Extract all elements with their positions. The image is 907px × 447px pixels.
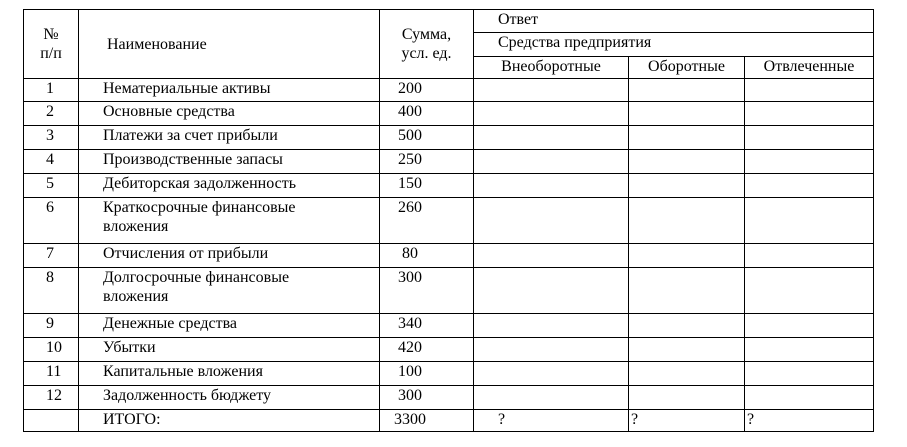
- row-number: 8: [24, 268, 79, 314]
- row-sum: 100: [380, 362, 474, 386]
- header-col-diverted: Отвлеченные: [745, 57, 874, 79]
- row-diverted-cell: [745, 314, 874, 338]
- header-name: Наименование: [79, 10, 380, 79]
- row-number: 9: [24, 314, 79, 338]
- row-current-cell: [629, 314, 745, 338]
- table-row: [24, 102, 874, 126]
- row-sum: 80: [380, 244, 474, 268]
- row-non-current-cell: [474, 338, 629, 362]
- row-current-cell: [629, 386, 745, 410]
- header-answer: Ответ: [474, 10, 874, 33]
- row-name: Дебиторская задолженность: [79, 174, 380, 198]
- row-diverted-cell: [745, 386, 874, 410]
- row-non-current-cell: [474, 314, 629, 338]
- total-sum: 3300: [380, 410, 474, 432]
- row-diverted-cell: [745, 244, 874, 268]
- row-current-cell: [629, 126, 745, 150]
- header-assets: Средства предприятия: [474, 33, 874, 57]
- total-number-cell: [24, 410, 79, 432]
- row-diverted-cell: [745, 174, 874, 198]
- table-row: [24, 244, 874, 268]
- table-row: [24, 268, 874, 314]
- row-sum: 260: [380, 198, 474, 244]
- row-current-cell: [629, 198, 745, 244]
- header-col-current: Оборотные: [629, 57, 745, 79]
- table-row: [24, 338, 874, 362]
- row-sum: 300: [380, 268, 474, 314]
- row-name: Денежные средства: [79, 314, 380, 338]
- table-row: [24, 314, 874, 338]
- row-non-current-cell: [474, 102, 629, 126]
- header-number: № п/п: [24, 10, 79, 79]
- row-name: Краткосрочные финансовые вложения: [79, 198, 380, 244]
- row-non-current-cell: [474, 79, 629, 102]
- total-diverted: ?: [745, 410, 874, 432]
- header-col-non-current: Внеоборотные: [474, 57, 629, 79]
- row-name: Нематериальные активы: [79, 79, 380, 102]
- row-non-current-cell: [474, 268, 629, 314]
- row-name: Производственные запасы: [79, 150, 380, 174]
- header-sum: Сумма, усл. ед.: [380, 10, 474, 79]
- row-current-cell: [629, 150, 745, 174]
- row-number: 7: [24, 244, 79, 268]
- row-non-current-cell: [474, 198, 629, 244]
- row-current-cell: [629, 102, 745, 126]
- row-number: 3: [24, 126, 79, 150]
- row-sum: 420: [380, 338, 474, 362]
- row-sum: 340: [380, 314, 474, 338]
- row-number: 5: [24, 174, 79, 198]
- row-non-current-cell: [474, 362, 629, 386]
- row-number: 1: [24, 79, 79, 102]
- table-row: [24, 386, 874, 410]
- row-sum: 300: [380, 386, 474, 410]
- row-number: 6: [24, 198, 79, 244]
- table-row: [24, 198, 874, 244]
- row-name: Платежи за счет прибыли: [79, 126, 380, 150]
- row-sum: 150: [380, 174, 474, 198]
- total-non-current: ?: [474, 410, 629, 432]
- row-diverted-cell: [745, 198, 874, 244]
- row-diverted-cell: [745, 338, 874, 362]
- row-diverted-cell: [745, 126, 874, 150]
- row-current-cell: [629, 79, 745, 102]
- row-diverted-cell: [745, 79, 874, 102]
- row-number: 12: [24, 386, 79, 410]
- table-row: [24, 126, 874, 150]
- row-diverted-cell: [745, 150, 874, 174]
- row-non-current-cell: [474, 386, 629, 410]
- row-current-cell: [629, 268, 745, 314]
- row-sum: 400: [380, 102, 474, 126]
- row-name: Основные средства: [79, 102, 380, 126]
- row-name: Задолженность бюджету: [79, 386, 380, 410]
- total-current: ?: [629, 410, 745, 432]
- row-current-cell: [629, 362, 745, 386]
- row-non-current-cell: [474, 150, 629, 174]
- row-number: 4: [24, 150, 79, 174]
- table-row: [24, 79, 874, 102]
- row-sum: 500: [380, 126, 474, 150]
- row-diverted-cell: [745, 102, 874, 126]
- row-sum: 250: [380, 150, 474, 174]
- total-label: ИТОГО:: [79, 410, 380, 432]
- row-name: Капитальные вложения: [79, 362, 380, 386]
- row-diverted-cell: [745, 362, 874, 386]
- row-number: 10: [24, 338, 79, 362]
- row-current-cell: [629, 338, 745, 362]
- row-name: Убытки: [79, 338, 380, 362]
- row-current-cell: [629, 174, 745, 198]
- row-non-current-cell: [474, 244, 629, 268]
- assets-table: [23, 9, 874, 432]
- row-number: 2: [24, 102, 79, 126]
- table-row: [24, 150, 874, 174]
- row-diverted-cell: [745, 268, 874, 314]
- row-non-current-cell: [474, 174, 629, 198]
- row-number: 11: [24, 362, 79, 386]
- row-non-current-cell: [474, 126, 629, 150]
- row-name: Долгосрочные финансовые вложения: [79, 268, 380, 314]
- table-row: [24, 362, 874, 386]
- total-row: [24, 410, 874, 432]
- row-current-cell: [629, 244, 745, 268]
- table-row: [24, 174, 874, 198]
- row-name: Отчисления от прибыли: [79, 244, 380, 268]
- row-sum: 200: [380, 79, 474, 102]
